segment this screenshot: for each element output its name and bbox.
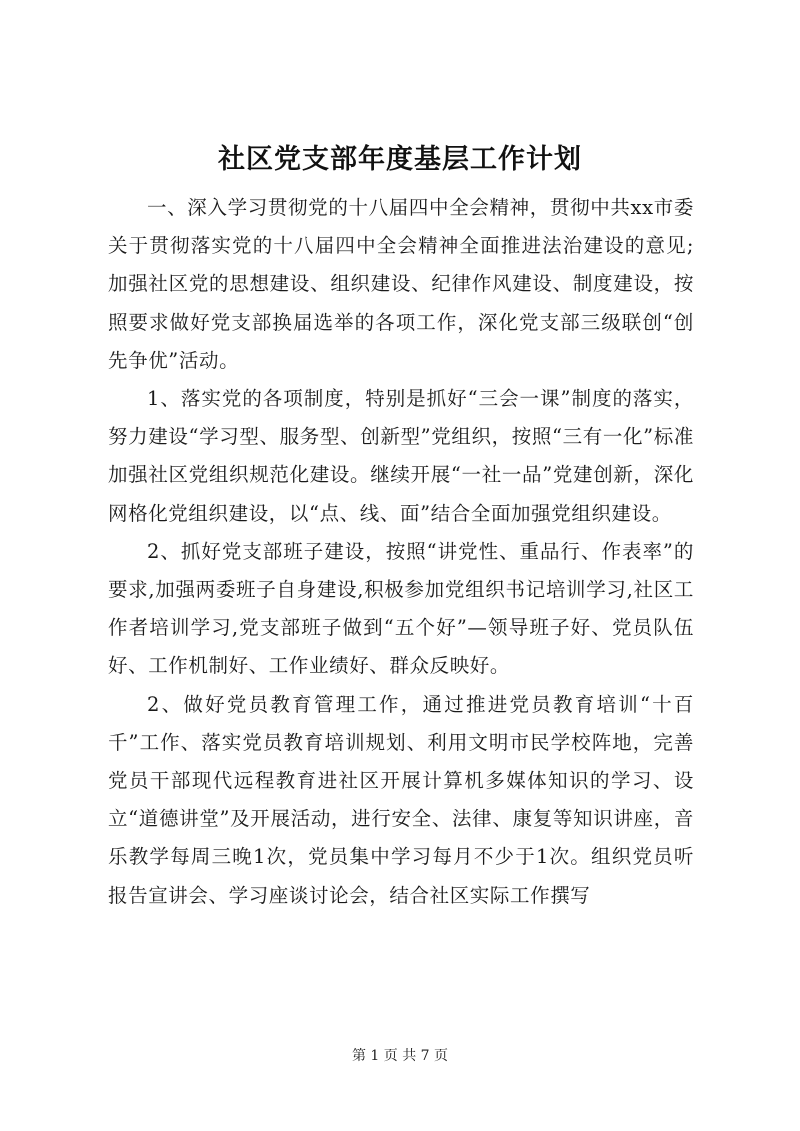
paragraph-2: 1、落实党的各项制度，特别是抓好“三会一课”制度的落实，努力建设“学习型、服务型、创新型”党组织，按照“三有一化”标准加强社区党组织规范化建设。继续开展“一社一品”党建创新，深化网格化党组织建设，以“点、线、面”结合全面加强党组织建设。 <box>108 387 694 525</box>
page-number-footer: 第 1 页 共 7 页 <box>351 1048 449 1064</box>
document-title: 社区党支部年度基层工作计划 <box>218 144 582 175</box>
paragraph-3: 2、抓好党支部班子建设，按照“讲党性、重品行、作表率”的要求,加强两委班子自身建设,积极参加党组织书记培训学习,社区工作者培训学习,党支部班子做到“五个好”—领导班子好、党员队伍好、工作机制好、工作业绩好、群众反映好。 <box>108 539 694 678</box>
paragraph-4: 2、做好党员教育管理工作，通过推进党员教育培训“十百千”工作、落实党员教育培训规划、利用文明市民学校阵地，完善党员干部现代远程教育进社区开展计算机多媒体知识的学习、设立“道德讲堂”及开展活动，进行安全、法律、康复等知识讲座，音乐教学每周三晚1次，党员集中学习每月不少于1次。组织党员听报告宣讲会、学习座谈讨论会，结合社区实际工作撰写 <box>108 692 694 907</box>
paragraph-1: 一、深入学习贯彻党的十八届四中全会精神，贯彻中共xx市委关于贯彻落实党的十八届四中全会精神全面推进法治建设的意见;加强社区党的思想建设、组织建设、纪律作风建设、制度建设，按照要求做好党支部换届选举的各项工作，深化党支部三级联创“创先争优”活动。 <box>108 196 694 372</box>
document-body <box>108 189 694 915</box>
